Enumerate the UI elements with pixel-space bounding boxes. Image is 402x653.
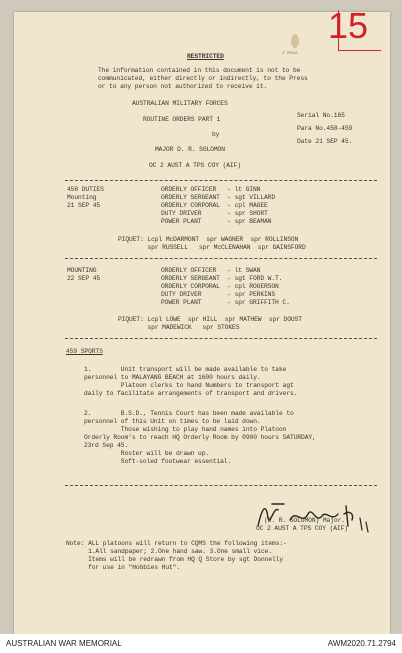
sports-item-line: Orderly Room's to reach HQ Orderly Room by 0900 hours SATURDAY, (84, 434, 316, 441)
duties1-label-3: 21 SEP 45 (67, 202, 101, 209)
order-date: Date 21 SEP 45. (297, 138, 353, 145)
duty-row: POWER PLANT - spr BEAMAN (161, 218, 272, 225)
divider (65, 485, 377, 486)
sports-item-line: Roster will be drawn up. (84, 450, 210, 457)
sports-item-line: personnel of this Unit on times to be laid down. (84, 418, 261, 425)
duties1-label-2: Mounting (67, 194, 97, 201)
duties2-label-2: 22 SEP 45 (67, 275, 101, 282)
notice-line-1: The information contained in this document is not to be (98, 67, 301, 74)
restricted-heading: RESTRICTED (187, 53, 224, 60)
paper-stain (291, 34, 299, 48)
sports-heading: 459 SPORTS (66, 348, 103, 355)
sports-item-line: 23rd Sep 45. (84, 442, 129, 449)
duty-row: ORDERLY OFFICER - lt SWAN (161, 267, 261, 274)
duty-row: ORDERLY OFFICER - lt GINN (161, 186, 261, 193)
sports-item-line: 1. Unit transport will be made available to take (84, 366, 287, 373)
sports-item-line: daily to facilitate arrangements of transport and drivers. (84, 390, 298, 397)
sports-item-line: Platoon clerks to hand Numbers to transport agt (84, 382, 294, 389)
duty-row: DUTY DRIVER - spr SHORT (161, 210, 268, 217)
piquet-line: PIQUET: Lcpl LOWE spr HILL spr MATHEW spr DOUST (118, 316, 302, 323)
duties1-label-1: 458 DUTIES (67, 186, 104, 193)
divider (65, 258, 377, 259)
duties2-label-1: MOUNTING (67, 267, 97, 274)
note-line: for use in "Hobbies Hut". (66, 564, 181, 571)
duty-row: ORDERLY SERGEANT - sgt FORD W.T. (161, 275, 283, 282)
note-line: Note: ALL platoons will return to CQMS the following items:- (66, 540, 287, 547)
footer-source: AUSTRALIAN WAR MEMORIAL (6, 639, 122, 648)
sports-item-line: 2. B.S.D., Tennis Court has been made available to (84, 410, 294, 417)
unit-name: OC 2 AUST A TPS COY (AIF) (149, 162, 241, 169)
sports-item-line: Soft-soled footwear essential. (84, 458, 232, 465)
archive-footer (0, 634, 402, 653)
orders-title: ROUTINE ORDERS PART 1 (143, 116, 221, 123)
duty-row: ORDERLY SERGEANT - sgt VILLARD (161, 194, 276, 201)
divider (65, 338, 377, 339)
duty-row: ORDERLY CORPORAL - cpl MAGEE (161, 202, 268, 209)
piquet-line: PIQUET: Lcpl McDARMONT spr WAGNER spr ROLLINSON (118, 236, 299, 243)
notice-line-3: or to any person not authorized to receive it. (98, 83, 268, 90)
piquet-line: spr RUSSELL spr McCLENAHAN spr GAINSFORD (118, 244, 306, 251)
org-name: AUSTRALIAN MILITARY FORCES (132, 100, 228, 107)
signatory-name: (D. R. SOLOMON) Major. (264, 517, 345, 524)
note-line: 1.All sandpaper; 2.One hand saw. 3.One small vice. (66, 548, 273, 555)
archive-stamp: 2 Rows (282, 51, 298, 56)
signatory-unit: OC 2 AUST A TPS COY (AIF) (256, 525, 348, 532)
para-number: Para No.458-459 (297, 125, 353, 132)
sports-item-line: Those wishing to play hand names into Platoon (84, 426, 287, 433)
duty-row: POWER PLANT - spr GRIFFITH C. (161, 299, 290, 306)
major-name: MAJOR D. R. SOLOMON (155, 146, 225, 153)
duty-row: ORDERLY CORPORAL - cpl ROGERSON (161, 283, 279, 290)
page-number: 15 (328, 5, 369, 46)
duty-row: DUTY DRIVER - spr PERKINS (161, 291, 276, 298)
note-line: Items will be redrawn from HQ Q Store by sgt Donnelly (66, 556, 284, 563)
divider (65, 180, 377, 181)
piquet-line: spr MADEWICK spr STOKES (118, 324, 240, 331)
sports-item-line: personnel to MALAYANG BEACH at 1600 hours daily. (84, 374, 261, 381)
notice-line-2: communicated, either directly or indirectly, to the Press (98, 75, 308, 82)
by-text: by (212, 131, 220, 138)
footer-id: AWM2020.71.2794 (327, 639, 396, 648)
serial-number: Serial No.165 (297, 112, 345, 119)
